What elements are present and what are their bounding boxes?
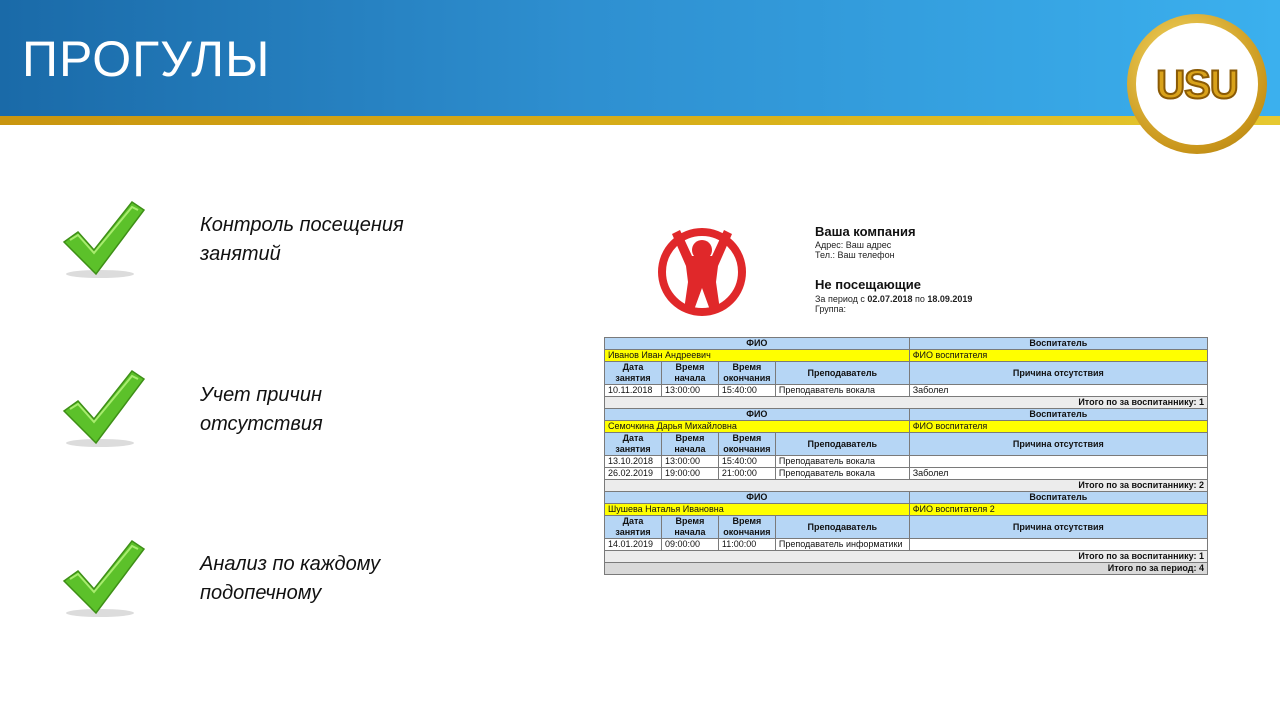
cell-end: 15:40:00	[718, 456, 775, 468]
report-period	[815, 294, 972, 304]
organization-logo-icon	[656, 222, 748, 318]
page-title: ПРОГУЛЫ	[22, 31, 271, 87]
period-from: 02.07.2018	[867, 294, 913, 304]
teacher-name: ФИО воспитателя 2	[909, 504, 1207, 516]
col-reason: Причина отсутствия	[909, 433, 1207, 456]
cell-reason	[909, 539, 1207, 551]
student-row	[605, 350, 1208, 362]
header-stripe	[0, 116, 1280, 125]
col-instructor: Преподаватель	[775, 516, 909, 539]
company-phone: Тел.: Ваш телефон	[815, 250, 895, 260]
cell-start: 13:00:00	[661, 385, 718, 397]
cell-reason	[909, 456, 1207, 468]
checkmark-icon	[60, 367, 146, 449]
subtotal: Итого по за воспитаннику: 1	[605, 397, 1208, 409]
subtotal: Итого по за воспитаннику: 2	[605, 480, 1208, 492]
checkmark-icon	[60, 198, 146, 280]
feature-per-ward-analysis	[200, 550, 460, 608]
table-row	[605, 456, 1208, 468]
header-teacher: Воспитатель	[909, 492, 1207, 504]
subtotal: Итого по за воспитаннику: 1	[605, 551, 1208, 563]
col-end: Время окончания	[718, 516, 775, 539]
column-header-row	[605, 516, 1208, 539]
period-to: 18.09.2019	[927, 294, 973, 304]
col-date: Дата занятия	[605, 362, 662, 385]
col-instructor: Преподаватель	[775, 362, 909, 385]
header-teacher: Воспитатель	[909, 338, 1207, 350]
cell-start: 19:00:00	[661, 468, 718, 480]
student-name: Иванов Иван Андреевич	[605, 350, 910, 362]
cell-start: 09:00:00	[661, 539, 718, 551]
table-header-row	[605, 409, 1208, 421]
absence-table	[604, 337, 1208, 575]
subtotal-row	[605, 480, 1208, 492]
col-start: Время начала	[661, 433, 718, 456]
checkmark-icon	[60, 537, 146, 619]
student-row	[605, 504, 1208, 516]
cell-date: 13.10.2018	[605, 456, 662, 468]
teacher-name: ФИО воспитателя	[909, 350, 1207, 362]
col-instructor: Преподаватель	[775, 433, 909, 456]
report-group: Группа:	[815, 304, 847, 314]
col-start: Время начала	[661, 362, 718, 385]
feature-absence-reasons	[200, 381, 460, 439]
cell-date: 10.11.2018	[605, 385, 662, 397]
cell-reason: Заболел	[909, 468, 1207, 480]
cell-end: 11:00:00	[718, 539, 775, 551]
grand-total-row	[605, 563, 1208, 575]
period-prefix: За период с	[815, 294, 868, 304]
cell-instructor: Преподаватель вокала	[775, 385, 909, 397]
teacher-name: ФИО воспитателя	[909, 421, 1207, 433]
table-row	[605, 385, 1208, 397]
student-row	[605, 421, 1208, 433]
grand-total: Итого по за период: 4	[605, 563, 1208, 575]
student-name: Семочкина Дарья Михайловна	[605, 421, 910, 433]
subtotal-row	[605, 551, 1208, 563]
col-start: Время начала	[661, 516, 718, 539]
table-row	[605, 468, 1208, 480]
cell-date: 14.01.2019	[605, 539, 662, 551]
student-name: Шушева Наталья Ивановна	[605, 504, 910, 516]
cell-date: 26.02.2019	[605, 468, 662, 480]
feature-attendance-control	[200, 211, 460, 269]
table-header-row	[605, 492, 1208, 504]
feature-line: Учет причин	[200, 384, 322, 406]
cell-reason: Заболел	[909, 385, 1207, 397]
company-address: Адрес: Ваш адрес	[815, 240, 892, 250]
table-header-row	[605, 338, 1208, 350]
cell-end: 21:00:00	[718, 468, 775, 480]
feature-line: Анализ по каждому	[200, 553, 381, 575]
col-reason: Причина отсутствия	[909, 516, 1207, 539]
col-end: Время окончания	[718, 362, 775, 385]
cell-instructor: Преподаватель информатики	[775, 539, 909, 551]
col-end: Время окончания	[718, 433, 775, 456]
feature-line: отсутствия	[200, 413, 323, 435]
col-date: Дата занятия	[605, 433, 662, 456]
feature-line: подопечному	[200, 582, 322, 604]
cell-start: 13:00:00	[661, 456, 718, 468]
cell-end: 15:40:00	[718, 385, 775, 397]
col-date: Дата занятия	[605, 516, 662, 539]
table-row	[605, 539, 1208, 551]
col-reason: Причина отсутствия	[909, 362, 1207, 385]
period-mid: по	[912, 294, 928, 304]
cell-instructor: Преподаватель вокала	[775, 456, 909, 468]
usu-logo-inner	[1136, 23, 1258, 145]
column-header-row	[605, 433, 1208, 456]
header-fio: ФИО	[605, 409, 910, 421]
header-fio: ФИО	[605, 492, 910, 504]
company-name: Ваша компания	[815, 224, 916, 239]
usu-logo-text: USU	[1156, 63, 1238, 107]
subtotal-row	[605, 397, 1208, 409]
header-teacher: Воспитатель	[909, 409, 1207, 421]
usu-logo	[1127, 14, 1267, 154]
feature-line: Контроль посещения	[200, 214, 404, 236]
header-fio: ФИО	[605, 338, 910, 350]
column-header-row	[605, 362, 1208, 385]
report-title: Не посещающие	[815, 277, 921, 292]
cell-instructor: Преподаватель вокала	[775, 468, 909, 480]
feature-line: занятий	[200, 243, 281, 265]
